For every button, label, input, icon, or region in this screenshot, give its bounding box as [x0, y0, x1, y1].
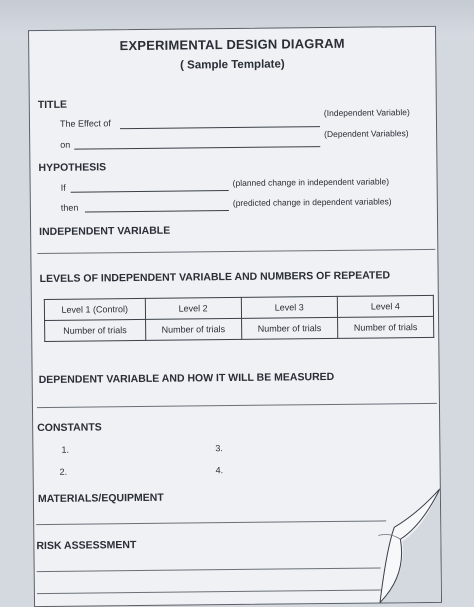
constants-heading: CONSTANTS [37, 421, 102, 435]
constant-item-2: 2. [59, 466, 68, 477]
risk-assessment-heading: RISK ASSESSMENT [36, 539, 137, 553]
materials-heading: MATERIALS/EQUIPMENT [37, 491, 164, 506]
document-subtitle: ( Sample Template) [180, 58, 285, 72]
level-1-trials: Number of trials [45, 319, 146, 341]
title-line2-prefix: on [60, 139, 71, 150]
title-line2-note: (Dependent Variables) [324, 128, 409, 140]
constant-item-4: 4. [215, 465, 224, 476]
dependent-variable-heading: DEPENDENT VARIABLE AND HOW IT WILL BE MEASURED [38, 370, 335, 387]
level-3-header: Level 3 [241, 296, 337, 318]
constant-item-1: 1. [61, 444, 69, 455]
title-line1-prefix: The Effect of [59, 118, 111, 129]
level-2-trials: Number of trials [145, 318, 241, 340]
hypothesis-then-prefix: then [60, 202, 79, 213]
independent-variable-heading: INDEPENDENT VARIABLE [39, 224, 171, 239]
title-heading: TITLE [37, 98, 68, 112]
constant-item-3: 3. [215, 443, 223, 454]
level-3-trials: Number of trials [241, 317, 337, 339]
level-2-header: Level 2 [145, 297, 241, 319]
hypothesis-heading: HYPOTHESIS [38, 161, 107, 175]
hypothesis-then-note: (predicted change in dependent variables) [232, 196, 392, 209]
worksheet-page [28, 26, 442, 607]
level-4-header: Level 4 [337, 295, 433, 317]
title-line1-note: (Independent Variable) [323, 107, 410, 119]
level-1-header: Level 1 (Control) [44, 298, 145, 320]
hypothesis-if-prefix: If [60, 182, 66, 193]
document-title: EXPERIMENTAL DESIGN DIAGRAM [119, 35, 345, 54]
levels-heading: LEVELS OF INDEPENDENT VARIABLE AND NUMBERS OF REPEATED [39, 269, 391, 286]
page-curl-icon [29, 27, 441, 606]
hypothesis-if-note: (planned change in independent variable) [232, 176, 390, 189]
level-4-trials: Number of trials [337, 316, 433, 338]
